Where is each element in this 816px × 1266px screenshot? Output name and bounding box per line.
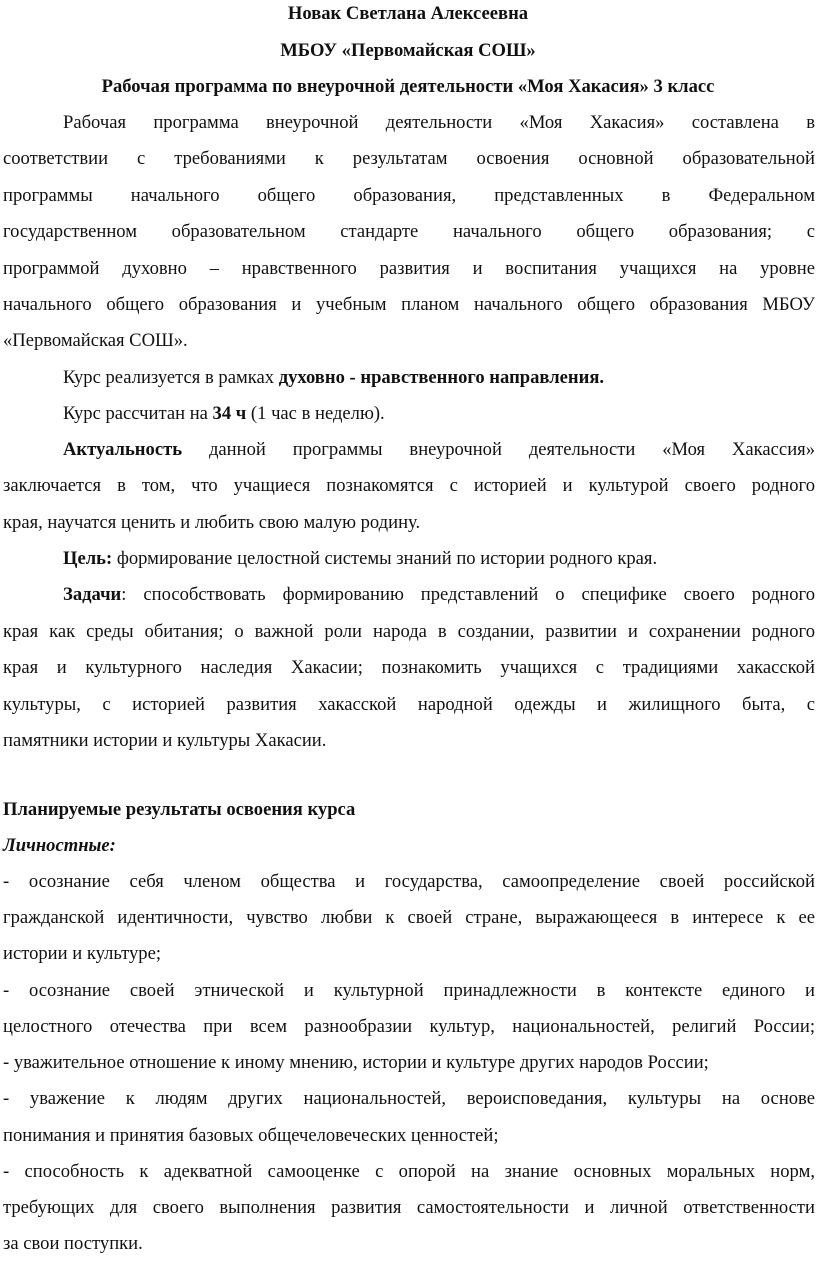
goal-label: Цель:	[63, 548, 113, 569]
goal-text: формирование целостной системы знаний по истории родного края.	[112, 548, 658, 569]
course-direction-bold: духовно - нравственного направления.	[278, 367, 605, 388]
goal-line	[63, 547, 815, 571]
tasks-line: памятники истории и культуры Хакасии.	[3, 730, 327, 751]
course-hours	[63, 402, 815, 426]
tasks-line: культуры, с историей развития хакасской народной одежды и жилищного быта, с	[3, 694, 815, 715]
tasks-label: Задачи	[63, 584, 122, 605]
course-hours-suffix: (1 час в неделю).	[246, 403, 385, 424]
relevance-line: края, научатся ценить и любить свою малую родину.	[3, 512, 421, 533]
results-line: - уважительное отношение к иному мнению, истории и культуре других народов России;	[3, 1052, 709, 1073]
course-hours-text: Курс рассчитан на	[63, 403, 213, 424]
tasks-line	[63, 583, 815, 607]
intro-line: соответствии с требованиями к результатам освоения основной образовательной	[3, 148, 815, 169]
intro-line: программой духовно – нравственного развития и воспитания учащихся на уровне	[3, 258, 815, 279]
results-subheading: Личностные:	[3, 835, 116, 856]
intro-line: «Первомайская СОШ».	[3, 330, 188, 351]
course-direction	[63, 366, 815, 390]
course-direction-text: Курс реализуется в рамках	[63, 367, 279, 388]
document-title: Рабочая программа по внеурочной деятельности «Моя Хакасия» 3 класс	[101, 76, 715, 97]
results-heading: Планируемые результаты освоения курса	[3, 799, 356, 820]
intro-line: Рабочая программа внеурочной деятельности «Моя Хакасия» составлена в	[63, 112, 815, 133]
intro-line: начального общего образования и учебным планом начального общего образования МБОУ	[3, 294, 815, 315]
results-line: целостного отечества при всем разнообразии культур, национальностей, религий России;	[3, 1016, 815, 1037]
relevance-line: заключается в том, что учащиеся познакомятся с историей и культурой своего родного	[3, 475, 815, 496]
results-line: гражданской идентичности, чувство любви к своей стране, выражающееся в интересе к ее	[3, 907, 815, 928]
course-hours-value: 34 ч	[212, 403, 247, 424]
intro-line: государственном образовательном стандарте начального общего образования; с	[3, 221, 815, 242]
results-line: - осознание своей этнической и культурной принадлежности в контексте единого и	[3, 980, 815, 1001]
relevance-line	[63, 438, 815, 462]
results-line: требующих для своего выполнения развития самостоятельности и личной ответственности	[3, 1197, 815, 1218]
results-line: за свои поступки.	[3, 1233, 143, 1254]
relevance-label: Актуальность	[63, 439, 183, 460]
tasks-text: : способствовать формированию представлений о специфике своего родного	[121, 584, 815, 605]
tasks-line: края как среды обитания; о важной роли народа в создании, развитии и сохранении родного	[3, 621, 815, 642]
results-line: - осознание себя членом общества и государства, самоопределение своей российской	[3, 871, 815, 892]
intro-line: программы начального общего образования, представленных в Федеральном	[3, 185, 815, 206]
school-name: МБОУ «Первомайская СОШ»	[280, 40, 536, 61]
results-line: понимания и принятия базовых общечеловеческих ценностей;	[3, 1125, 499, 1146]
results-line: - уважение к людям других национальностей, вероисповедания, культуры на основе	[3, 1088, 815, 1109]
author-name: Новак Светлана Алексеевна	[287, 3, 529, 24]
tasks-line: края и культурного наследия Хакасии; познакомить учащихся с традициями хакасской	[3, 657, 815, 678]
results-line: - способность к адекватной самооценке с опорой на знание основных моральных норм,	[3, 1161, 815, 1182]
results-line: истории и культуре;	[3, 943, 162, 964]
relevance-text: данной программы внеурочной деятельности «Моя Хакассия»	[182, 439, 815, 460]
